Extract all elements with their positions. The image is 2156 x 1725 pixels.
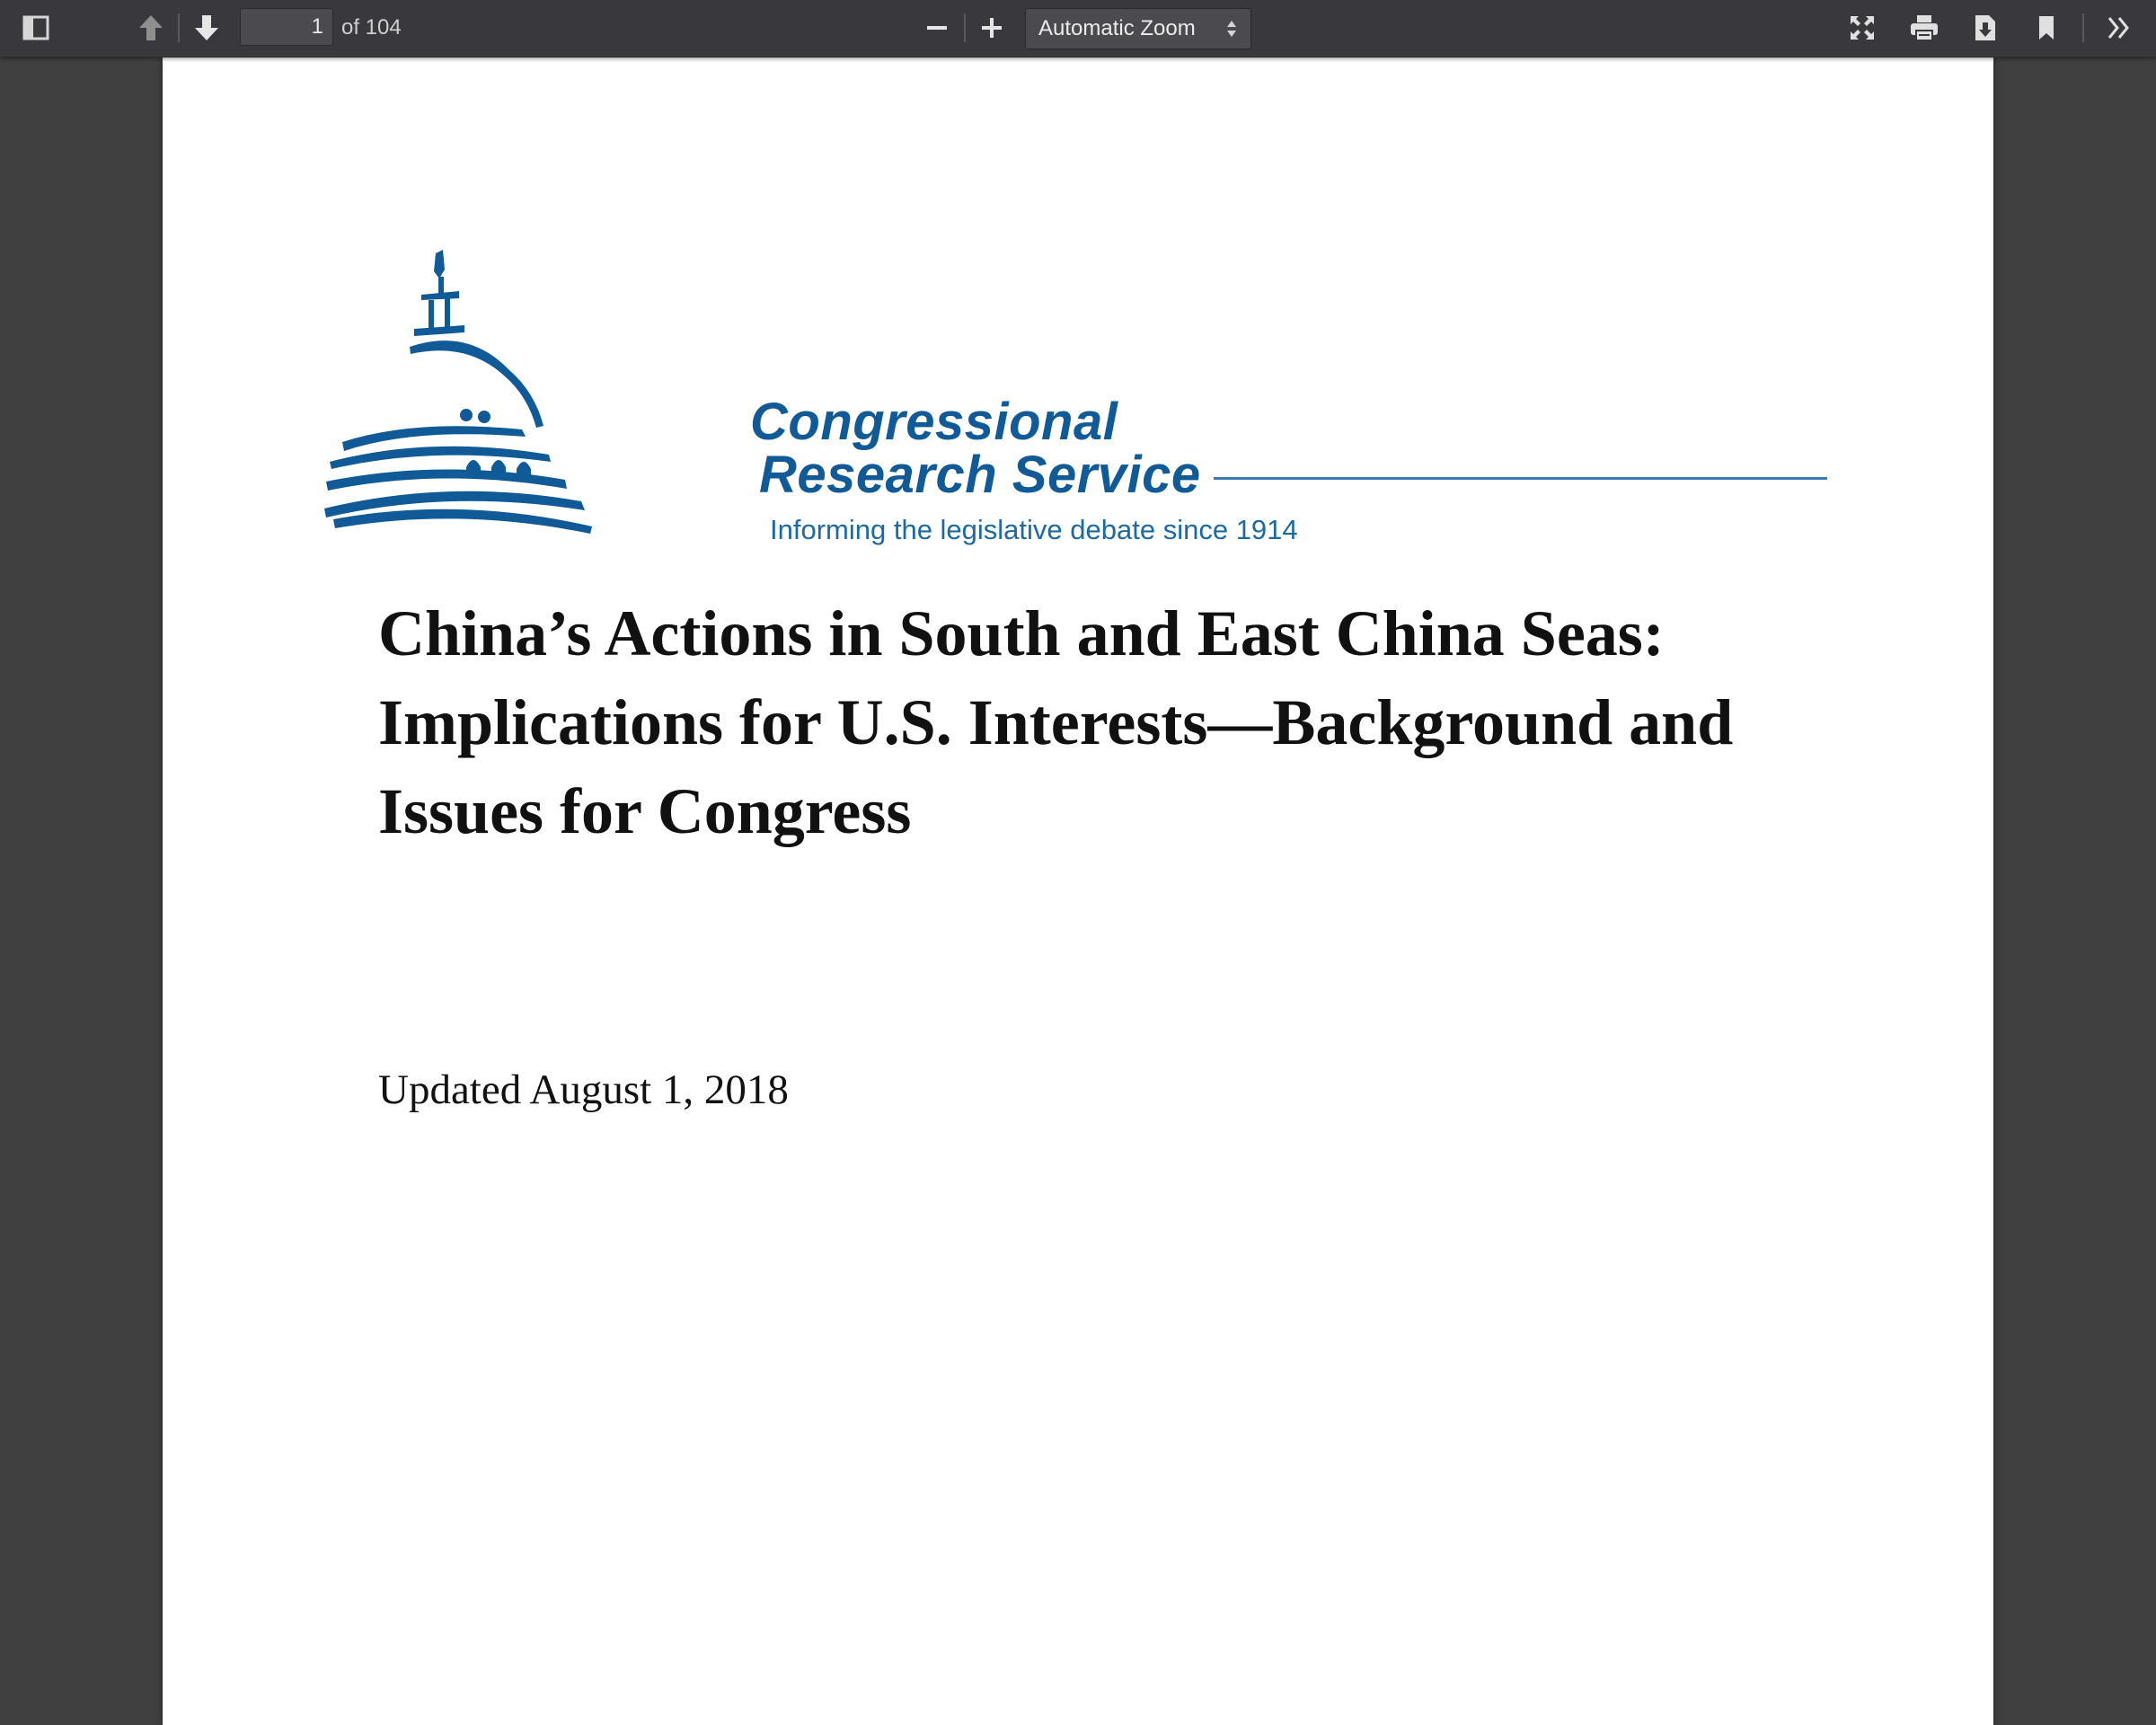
toolbar-separator xyxy=(178,13,180,42)
sidebar-toggle-button[interactable] xyxy=(15,9,57,47)
logo-line-2: Research Service xyxy=(759,446,1201,504)
tools-button[interactable] xyxy=(2099,9,2140,47)
pdf-toolbar xyxy=(0,0,2156,58)
document-title: China’s Actions in South and East China Seas: Implications for U.S. Interests—Background and Issues for Congress xyxy=(378,597,1734,847)
zoom-select[interactable] xyxy=(1025,8,1251,49)
bookmark-button[interactable] xyxy=(2026,9,2067,47)
download-button[interactable] xyxy=(1965,9,2006,47)
page-count-label: of 104 xyxy=(341,15,402,40)
download-icon xyxy=(1973,13,1998,42)
minus-icon xyxy=(925,16,949,40)
sidebar-toggle-icon xyxy=(22,14,49,41)
double-chevron-right-icon xyxy=(2106,15,2133,40)
logo-tagline: Informing the legislative debate since 1914 xyxy=(770,514,1298,545)
arrow-up-icon xyxy=(137,13,164,42)
page-number-input[interactable] xyxy=(240,8,333,46)
printer-icon xyxy=(1909,13,1940,42)
capitol-dome-icon xyxy=(324,192,594,552)
plus-icon xyxy=(980,16,1003,40)
toolbar-separator xyxy=(964,13,966,42)
document-viewer[interactable] xyxy=(0,58,2156,1725)
bookmark-icon xyxy=(2037,14,2056,41)
arrow-down-icon xyxy=(193,13,220,42)
print-button[interactable] xyxy=(1904,9,1945,47)
zoom-select-value: Automatic Zoom xyxy=(1038,16,1196,40)
pdf-page xyxy=(163,58,1993,1725)
presentation-mode-button[interactable] xyxy=(1842,9,1883,47)
document-date: Updated August 1, 2018 xyxy=(378,1066,789,1113)
fullscreen-icon xyxy=(1848,13,1877,42)
logo-rule-divider xyxy=(1214,477,1827,480)
zoom-in-button[interactable] xyxy=(971,9,1012,47)
previous-page-button[interactable] xyxy=(130,9,172,47)
logo-line-1: Congressional xyxy=(750,393,1118,451)
select-caret-icon xyxy=(1225,18,1238,40)
crs-logo xyxy=(324,192,2004,552)
toolbar-separator xyxy=(2082,13,2084,42)
next-page-button[interactable] xyxy=(186,9,227,47)
zoom-out-button[interactable] xyxy=(916,9,958,47)
